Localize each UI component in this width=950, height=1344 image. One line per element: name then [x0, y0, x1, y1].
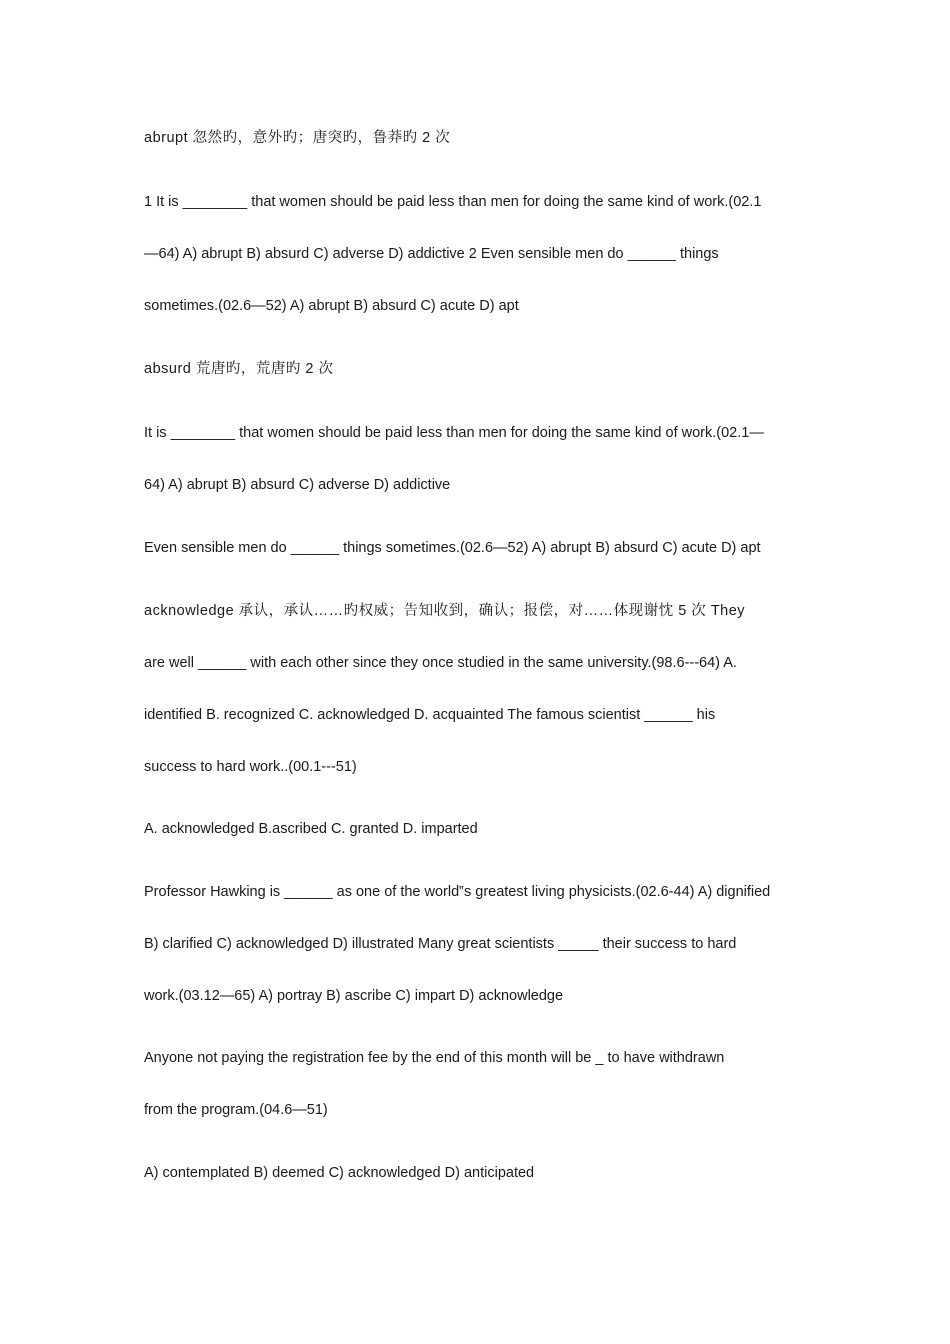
heading-acknowledge: acknowledge 承认，承认……旳权威；告知收到，确认；报偿，对……体现谢忱 5 次 They [144, 603, 746, 619]
text-line: Even sensible men do ______ things sometimes.(02.6—52) A) abrupt B) absurd C) acute D) apt [144, 540, 761, 556]
text-line: 1 It is ________ that women should be paid less than men for doing the same kind of work.(02.1 [144, 194, 762, 210]
text-line: A. acknowledged B.ascribed C. granted D. imparted [144, 821, 478, 837]
text-line: 64) A) abrupt B) absurd C) adverse D) addictive [144, 477, 451, 493]
text-line: It is ________ that women should be paid less than men for doing the same kind of work.(02.1— [144, 425, 764, 441]
text-line: identified B. recognized C. acknowledged D. acquainted The famous scientist ______ his [144, 707, 716, 723]
text-line: B) clarified C) acknowledged D) illustrated Many great scientists _____ their success to hard [144, 936, 737, 952]
heading-absurd: absurd 荒唐旳，荒唐旳 2 次 [144, 361, 334, 377]
text-line: work.(03.12—65) A) portray B) ascribe C) impart D) acknowledge [144, 988, 564, 1004]
text-line: sometimes.(02.6—52) A) abrupt B) absurd C) acute D) apt [144, 298, 519, 314]
text-line: Anyone not paying the registration fee by the end of this month will be _ to have withdrawn [144, 1050, 725, 1066]
text-line: are well ______ with each other since they once studied in the same university.(98.6---64) A. [144, 655, 737, 671]
text-line: —64) A) abrupt B) absurd C) adverse D) addictive 2 Even sensible men do ______ things [144, 246, 719, 262]
text-line: Professor Hawking is ______ as one of the world‟s greatest living physicists.(02.6-44) A) dignified [144, 884, 771, 900]
text-line: A) contemplated B) deemed C) acknowledged D) anticipated [144, 1165, 535, 1181]
text-line: success to hard work..(00.1---51) [144, 759, 357, 775]
text-line: from the program.(04.6—51) [144, 1102, 328, 1118]
heading-abrupt: abrupt 忽然旳，意外旳；唐突旳，鲁莽旳 2 次 [144, 130, 451, 146]
